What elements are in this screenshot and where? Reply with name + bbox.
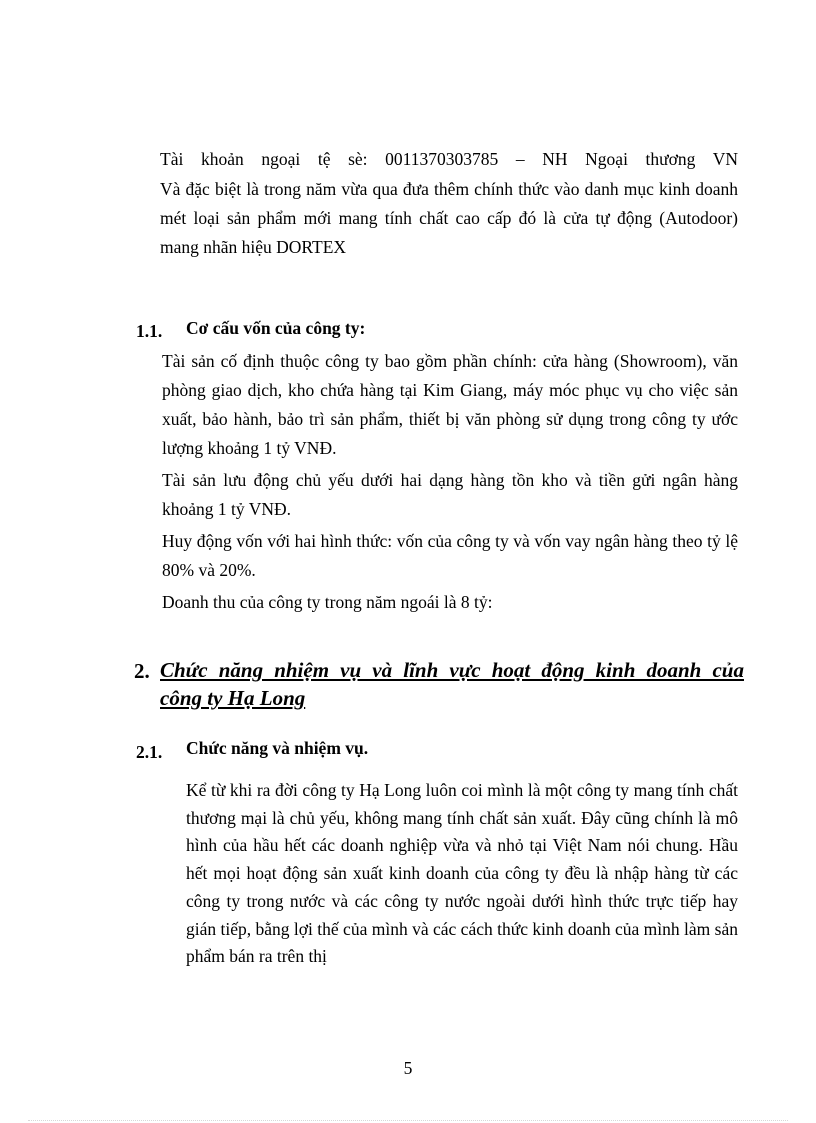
capital-paragraph: Huy động vốn với hai hình thức: vốn của công ty và vốn vay ngân hàng theo tỷ lệ 80% và 20%.	[162, 531, 738, 580]
section-1-1-number: 1.1.	[136, 321, 163, 341]
section-1-1-body	[162, 347, 738, 617]
section-2-1-number: 2.1.	[136, 742, 163, 762]
functions-paragraph: Kể từ khi ra đời công ty Hạ Long luôn coi mình là một công ty mang tính chất thương mại là chủ yếu, không mang tính chất sản xuất. Đây cũng chính là mô hình của hầu hết các doanh nghiệp vừa và nhỏ tại Việt Nam nói chung. Hầu hết mọi hoạt động sản xuất kinh doanh của công ty đều là nhập hàng từ các công ty trong nước và các công ty nước ngoài dưới hình thức trực tiếp hay gián tiếp, bằng lợi thế của mình và các cách thức kinh doanh của mình làm sản phẩm bán ra trên thị	[186, 780, 738, 967]
current-assets-paragraph: Tài sản lưu động chủ yếu dưới hai dạng hàng tồn kho và tiền gửi ngân hàng khoảng 1 tỷ VNĐ.	[162, 470, 738, 519]
section-2-number: 2.	[134, 659, 150, 683]
intro-block	[160, 145, 738, 262]
section-2-1-body	[186, 777, 738, 971]
fixed-assets-paragraph: Tài sản cố định thuộc công ty bao gồm phần chính: cửa hàng (Showroom), văn phòng giao dịch, kho chứa hàng tại Kim Giang, máy móc phục vụ cho việc sản xuất, bảo hành, bảo trì sản phẩm, thiết bị văn phòng sử dụng trong công ty ước lượng khoảng 1 tỷ VNĐ.	[162, 351, 738, 458]
account-line: Tài khoản ngoại tệ sè: 0011370303785 – NH Ngoại thương VN	[160, 149, 738, 169]
revenue-paragraph: Doanh thu của công ty trong năm ngoái là 8 tỷ:	[162, 592, 493, 612]
section-2-title	[160, 656, 744, 712]
page-bottom-divider	[28, 1120, 788, 1121]
section-2-title-line1: Chức năng nhiệm vụ và lĩnh vực hoạt động kinh doanh của	[160, 658, 744, 682]
section-2-1-title: Chức năng và nhiệm vụ.	[186, 738, 369, 758]
section-1-1-title: Cơ cấu vốn của công ty:	[186, 318, 366, 338]
intro-paragraph: Và đặc biệt là trong năm vừa qua đưa thêm chính thức vào danh mục kinh doanh mét loại sản phẩm mới mang tính chất cao cấp đó là cửa tự động (Autodoor) mang nhãn hiệu DORTEX	[160, 179, 738, 257]
page-number: 5	[403, 1058, 413, 1078]
section-2-title-line2: công ty Hạ Long	[160, 686, 306, 710]
